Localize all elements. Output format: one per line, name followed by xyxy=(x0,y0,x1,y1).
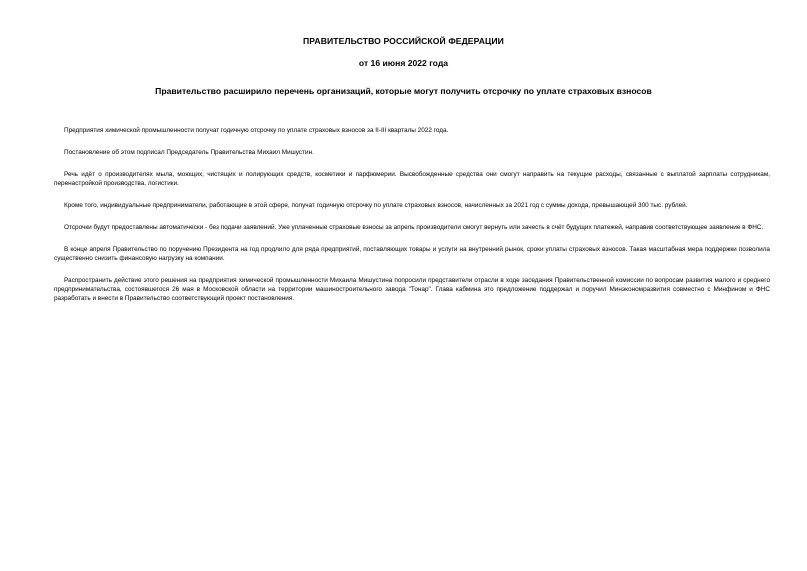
paragraph-6: В конце апреля Правительство по поручению Президента на год продлило для ряда предприятий, поставляющих товары и услуги на внутренний рынок, сроки уплаты страховых взносов. Такая масштабная мера поддержки позволила существенно снизить финансовую нагрузку на компании. xyxy=(54,246,770,262)
paragraph-4: Кроме того, индивидуальные предприниматели, работающие в этой сфере, получат годичную отсрочку по уплате страховых взносов, начисленных за 2021 год с суммы дохода, превышающей 300 тыс. рублей. xyxy=(64,202,688,209)
document-date: от 16 июня 2022 года xyxy=(358,58,449,68)
paragraph-2: Постановление об этом подписал Председатель Правительства Михаил Мишустин. xyxy=(64,149,314,156)
paragraph-1: Предприятия химической промышленности получат годичную отсрочку по уплате страховых взносов за II-III кварталы 2022 года. xyxy=(64,127,449,134)
document-headline: Правительство расширило перечень организаций, которые могут получить отсрочку по уплате страховых взносов xyxy=(155,86,652,96)
issuing-organization: ПРАВИТЕЛЬСТВО РОССИЙСКОЙ ФЕДЕРАЦИИ xyxy=(303,36,504,46)
paragraph-3: Речь идёт о производителях мыла, моющих, чистящих и полирующих средств, косметики и парфюмерии. Высвобожденные средства они смогут направить на текущие расходы, связанные с выплатой зарплаты сотрудникам, перенастройкой производства, логистики. xyxy=(54,171,770,187)
paragraph-7: Распространить действие этого решения на предприятия химической промышленности Михаила Мишустина попросили представители отрасли в ходе заседания Правительственной комиссии по вопросам развития малого и среднего предпринимательства, состоявшегося 26 мая в Московской области на территории машиностроительного завода "Тонар". Глава кабмина это предложение поддержал и поручил Минэкономразвития совместно с Минфином и ФНС разработать и внести в Правительство соответствующий проект постановления. xyxy=(54,277,770,302)
document-body xyxy=(54,126,770,316)
paragraph-5: Отсрочки будут предоставлены автоматически - без подачи заявлений. Уже уплаченные страховые взносы за апрель производители смогут вернуть или зачесть в счёт будущих платежей, направив соответствующее заявление в ФНС. xyxy=(64,224,764,231)
